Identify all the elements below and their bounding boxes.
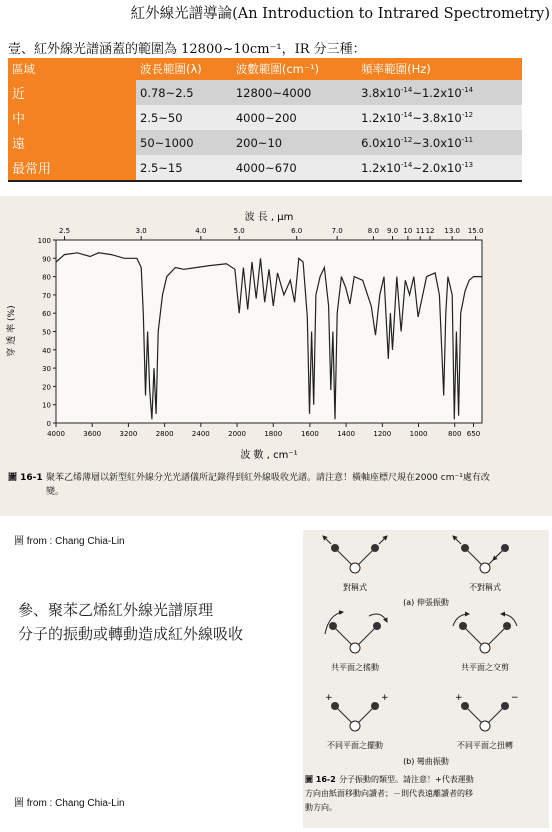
top-tick-label: 11 [415, 227, 425, 235]
top-tick-label: 6.0 [291, 227, 303, 235]
section-three-subtitle: 分子的振動或轉動造成紅外線吸收 [18, 625, 244, 643]
y-tick-label: 0 [46, 420, 51, 428]
figure-number: 圖 16-1 [8, 473, 43, 483]
header-wavenumber: 波數範圍(cm⁻¹) [232, 58, 357, 80]
region-cell: 近 [8, 80, 136, 105]
asymmetric-stretch-diagram [453, 536, 509, 592]
vib-caption-line1: 分子振動的類型。請注意！+代表運動 [339, 775, 474, 784]
bottom-tick-label: 1400 [337, 430, 356, 438]
y-tick-label: 30 [42, 365, 51, 374]
top-axis-ticks [59, 227, 483, 240]
plot-frame [56, 240, 482, 423]
scissoring-label: 共平面之交剪 [461, 663, 509, 672]
bottom-tick-label: 2400 [191, 430, 210, 438]
top-tick-label: 8.0 [367, 227, 379, 235]
vib-caption-line3: 動方向。 [305, 803, 337, 812]
y-tick-label: 90 [42, 255, 51, 264]
bottom-tick-label: 800 [448, 430, 462, 438]
bottom-tick-label: 1800 [264, 430, 283, 438]
page-title: 紅外線光譜導論(An Introduction to Intrared Spectrometry) [130, 6, 550, 22]
twisting-diagram [455, 693, 519, 750]
y-tick-label: 20 [42, 383, 51, 392]
rocking-diagram [325, 612, 387, 672]
y-tick-label: 60 [42, 310, 51, 319]
bottom-tick-label: 2000 [228, 430, 246, 438]
symmetric-label: 對稱式 [343, 583, 367, 592]
wavelength-cell: 2.5~15 [136, 155, 232, 181]
table-row [8, 105, 522, 130]
top-tick-label: 2.5 [58, 227, 71, 235]
wavenumber-cell: 4000~200 [232, 105, 357, 130]
vib-caption-line2: 方向由紙面移動向讀者；－則代表遠離讀者的移 [305, 789, 473, 798]
vib-figure-number: 圖 16-2 [305, 775, 336, 784]
top-tick-label: 5.0 [233, 227, 245, 235]
top-axis-label: 波 長 , μm [244, 212, 294, 223]
top-tick-label: 9.0 [386, 227, 399, 235]
wavelength-cell: 50~1000 [136, 130, 232, 155]
source-credit: 圖 from : Chang Chia-Lin [14, 536, 125, 547]
bottom-axis-ticks [47, 423, 480, 438]
bottom-tick-label: 1200 [373, 430, 392, 438]
wavenumber-cell: 200~10 [232, 130, 357, 155]
frequency-cell: $3.8x10^{-14}\sim 1.2x10^{-14}$ [357, 80, 522, 105]
top-tick-label: 15.0 [467, 227, 484, 235]
table-header-row [8, 58, 522, 80]
y-tick-label: 70 [42, 291, 51, 300]
header-wavelength: 波長範圍(λ) [136, 58, 232, 80]
symmetric-stretch-diagram [323, 536, 387, 592]
top-tick-label: 3.0 [135, 227, 147, 235]
top-tick-label: 4.0 [195, 227, 207, 235]
ir-spectrum-svg [0, 196, 552, 516]
bottom-tick-label: 1000 [409, 430, 428, 438]
frequency-cell: $1.2x10^{-14}\sim 2.0x10^{-13}$ [357, 155, 522, 181]
wavelength-cell: 2.5~50 [136, 105, 232, 130]
wavenumber-cell: 12800~4000 [232, 80, 357, 105]
region-cell: 遠 [8, 130, 136, 155]
bottom-tick-label: 3600 [83, 430, 102, 438]
bottom-tick-label: 3200 [119, 430, 138, 438]
table-row [8, 155, 522, 181]
ir-spectrum-figure [0, 196, 552, 516]
region-cell: 中 [8, 105, 136, 130]
top-tick-label: 12 [425, 227, 435, 235]
twisting-label: 不同平面之扭轉 [457, 741, 513, 750]
y-axis-label: 穿 透 率 (%) [7, 305, 17, 357]
vibration-modes-svg [303, 530, 549, 828]
header-region: 區域 [8, 58, 136, 80]
wavelength-cell: 0.78~2.5 [136, 80, 232, 105]
section-three [18, 598, 243, 646]
top-tick-label: 13.0 [444, 227, 460, 235]
wavenumber-cell: 4000~670 [232, 155, 357, 181]
y-tick-label: 40 [42, 346, 51, 355]
svg-text:+: + [455, 693, 463, 703]
header-frequency: 頻率範圍(Hz) [357, 58, 522, 80]
svg-text:+: + [325, 693, 333, 703]
bottom-axis-label: 波 數 , cm⁻¹ [240, 450, 298, 461]
top-tick-label: 10 [403, 227, 413, 235]
bottom-tick-label: 4000 [47, 430, 65, 438]
table-row [8, 80, 522, 105]
bottom-tick-label: 2800 [155, 430, 174, 438]
intro-line: 壹、紅外線光譜涵蓋的範圍為 12800~10cm⁻¹，IR 分三種： [8, 42, 366, 57]
stretch-title: (a) 伸張振動 [403, 598, 449, 607]
vibration-modes-figure [303, 530, 549, 828]
region-cell: 最常用 [8, 155, 136, 181]
wagging-diagram [325, 693, 389, 750]
bottom-tick-label: 1600 [300, 430, 319, 438]
scissoring-diagram [453, 614, 517, 672]
bend-title: (b) 彎曲振動 [403, 757, 449, 766]
figure-caption: 聚苯乙烯薄層以新型紅外線分光光譜儀所記錄得到紅外線吸收光譜。請注意！橫軸座標尺規在2000 cm⁻¹處有改變。 [46, 473, 490, 497]
frequency-cell: $1.2x10^{-14}\sim 3.8x10^{-12}$ [357, 105, 522, 130]
top-tick-label: 7.0 [331, 227, 343, 235]
frequency-cell: $6.0x10^{-12}\sim 3.0x10^{-11}$ [357, 130, 522, 155]
asymmetric-label: 不對稱式 [469, 583, 501, 592]
source-credit-bottom: 圖 from : Chang Chia-Lin [14, 798, 125, 809]
svg-text:+: + [381, 693, 389, 703]
y-axis-ticks [38, 237, 56, 428]
bottom-tick-label: 650 [466, 430, 481, 438]
table-row [8, 130, 522, 155]
y-tick-label: 100 [37, 237, 51, 245]
wagging-label: 不同平面之擺動 [327, 741, 383, 750]
rocking-label: 共平面之搖動 [331, 663, 379, 672]
svg-text:−: − [511, 693, 519, 703]
section-three-title: 參、聚苯乙烯紅外線光譜原理 [18, 601, 214, 619]
y-tick-label: 50 [42, 328, 51, 337]
ir-range-table [8, 58, 522, 182]
y-tick-label: 10 [42, 401, 51, 410]
y-tick-label: 80 [42, 273, 51, 282]
